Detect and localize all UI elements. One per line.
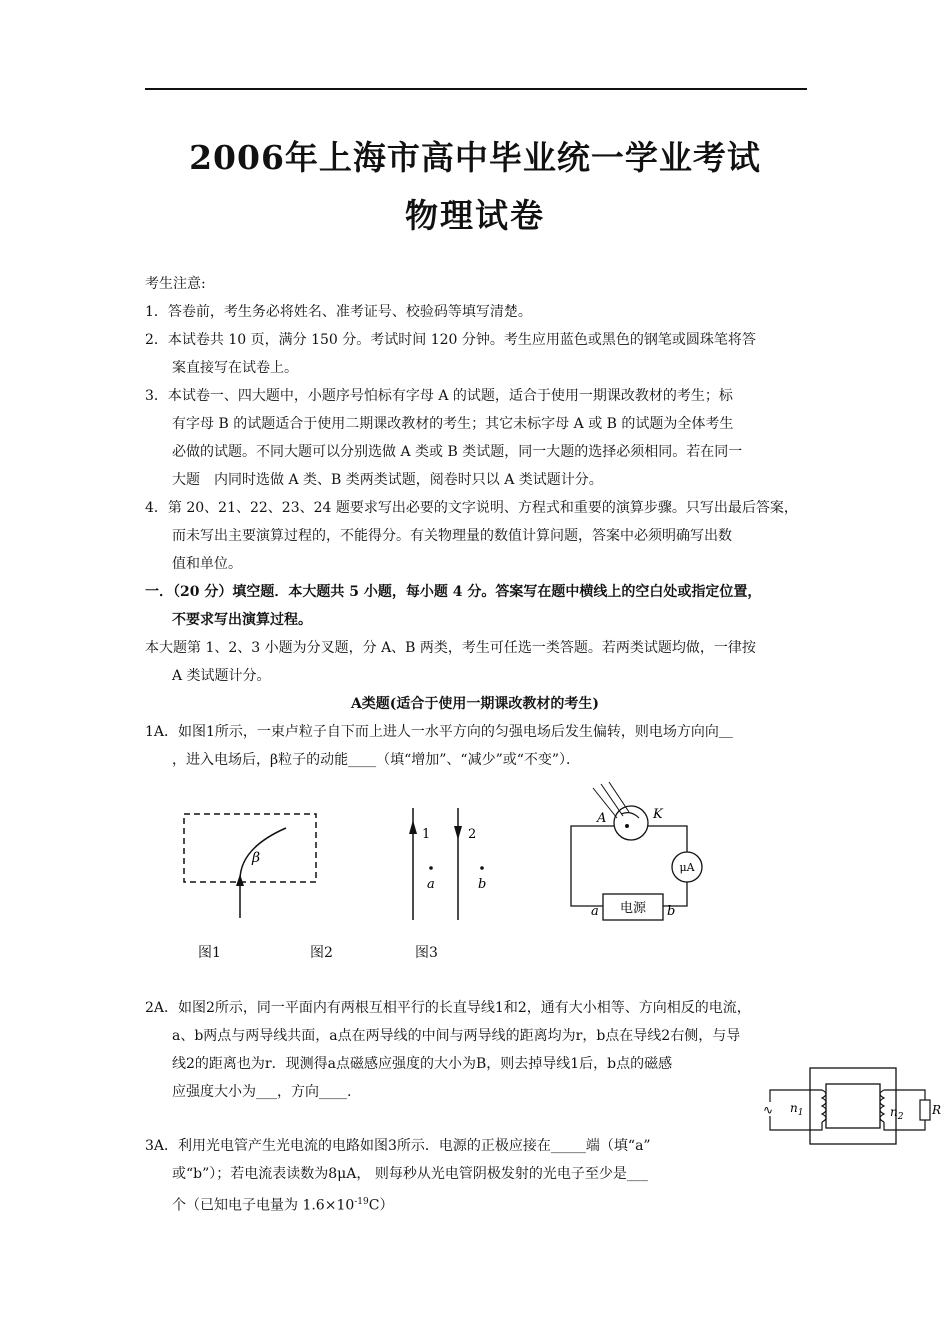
primary-bottom-wire [770, 1116, 822, 1130]
ac-source-icon: ∿ [763, 1103, 774, 1117]
point-b-label: b [478, 877, 487, 892]
power-source-label: 电源 [619, 901, 647, 916]
transformer-core-inner [826, 1084, 880, 1128]
figure-2-caption: 图2 [310, 945, 333, 961]
beta-trajectory [240, 828, 286, 918]
transformer-figure [760, 1060, 945, 1152]
notice-3-line4: 大题 内同时选做 A 类、B 类两类试题，阅卷时只以 A 类试题计分。 [172, 472, 603, 488]
circuit-top-right-wire [647, 826, 687, 852]
secondary-top-wire [884, 1090, 925, 1100]
figure-2 [398, 788, 498, 923]
wire-1-label: 1 [422, 827, 431, 842]
question-2a-line1: 2A．如图2所示，同一平面内有两根互相平行的长直导线1和2，通有大小相等、方向相反的电流， [145, 1000, 751, 1016]
cathode-label: K [653, 807, 663, 822]
figure-3 [565, 778, 705, 928]
figure-1 [178, 808, 323, 920]
field-region [184, 814, 316, 882]
question-3a-line1: 3A．利用光电管产生光电流的电路如图3所示．电源的正极应接在_____端（填“a” [145, 1138, 651, 1154]
light-ray-2 [609, 782, 629, 812]
section1-heading-cont: 不要求写出演算过程。 [172, 612, 312, 628]
header-rule [145, 88, 807, 90]
question-1a-line1: 1A．如图1所示，一束卢粒子自下而上进人一水平方向的匀强电场后发生偏转，则电场方向向＿ [145, 724, 733, 740]
point-a [429, 866, 433, 870]
arrow-up-icon [236, 874, 244, 886]
exam-title: 2006年上海市高中毕业统一学业考试 [189, 138, 761, 177]
figure-1-caption: 图1 [198, 945, 221, 961]
notice-3-line2: 有字母 B 的试题适合于使用二期课改教材的考生；其它未标字母 A 或 B 的试题为全体考生 [172, 416, 734, 432]
notice-4-line2: 而未写出主要演算过程的，不能得分。有关物理量的数值计算问题，答案中必须明确写出数 [172, 528, 732, 544]
anode-label: A [597, 811, 607, 826]
beta-label: β [252, 850, 261, 866]
circuit-bottom-right-wire [663, 882, 687, 906]
n1-label: $n_1$ [790, 1101, 804, 1118]
question-2a-line2: a、b两点与两导线共面，a点在两导线的中间与两导线的距离均为r，b点在导线2右侧，与导 [172, 1028, 741, 1044]
question-3a-line2: 或“b”）；若电流表读数为8μA， 则每秒从光电管阴极发射的光电子至少是___ [172, 1166, 648, 1182]
notice-4-line3: 值和单位。 [172, 556, 242, 572]
question-2a-line4: 应强度大小为___，方向____. [172, 1084, 352, 1100]
exam-subtitle: 物理试卷 [405, 196, 545, 235]
n2-label: $n_2$ [890, 1105, 904, 1122]
arrow-up-icon [409, 820, 417, 834]
arrow-down-icon [454, 826, 462, 840]
notice-3-line3: 必做的试题。不同大题可以分别选做 A 类或 B 类试题，同一大题的选择必须相同。若在同一 [172, 444, 743, 460]
notice-4-line1: 4．第 20、21、22、23、24 题要求写出必要的文字说明、方程式和重要的演算步骤。只写出最后答案， [145, 500, 798, 516]
notice-heading: 考生注意: [145, 276, 206, 292]
question-3a-line3: 个（已知电子电量为 $1.6\times 10^{-19}C$） [172, 1197, 394, 1214]
a-category-heading: A类题(适合于使用一期课改教材的考生) [350, 696, 600, 712]
secondary-bottom-wire [884, 1120, 925, 1130]
notice-1: 1．答卷前，考生务必将姓名、准考证号、校验码等填写清楚。 [145, 304, 532, 320]
figure-3-caption: 图3 [415, 945, 438, 961]
section1-note: 本大题第 1、2、3 小题为分叉题，分 A、B 两类，考生可任选一类答题。若两类试题均做，一律按 [145, 640, 756, 656]
point-b [480, 866, 484, 870]
resistor [920, 1100, 930, 1120]
notice-3-line1: 3．本试卷一、四大题中，小题序号怕标有字母 A 的试题，适合于使用一期课改教材的考生；标 [145, 388, 733, 404]
terminal-b-label: b [667, 904, 676, 919]
section1-note-cont: A 类试题计分。 [172, 668, 271, 684]
point-a-label: a [427, 877, 435, 892]
question-2a-line3: 线2的距离也为r．现测得a点磁感应强度的大小为B，则去掉导线1后，b点的磁感 [172, 1056, 673, 1072]
notice-2-line1: 2．本试卷共 10 页，满分 150 分。考试时间 120 分钟。考生应用蓝色或黑色的钢笔或圆珠笔将答 [145, 332, 756, 348]
resistor-label: R [932, 1103, 942, 1117]
question-1a-line2: ，进入电场后，β粒子的动能____（填“增加”、“减少”或“不变”）． [172, 752, 581, 768]
section1-heading: 一．（20 分）填空题．本大题共 5 小题，每小题 4 分。答案写在题中横线上的空白处或指定位置， [145, 584, 762, 600]
wire-2-label: 2 [468, 827, 477, 842]
terminal-a-label: a [591, 904, 599, 919]
anode [625, 824, 629, 828]
notice-2-line2: 案直接写在试卷上。 [172, 360, 298, 376]
microammeter-label: μA [679, 861, 695, 874]
